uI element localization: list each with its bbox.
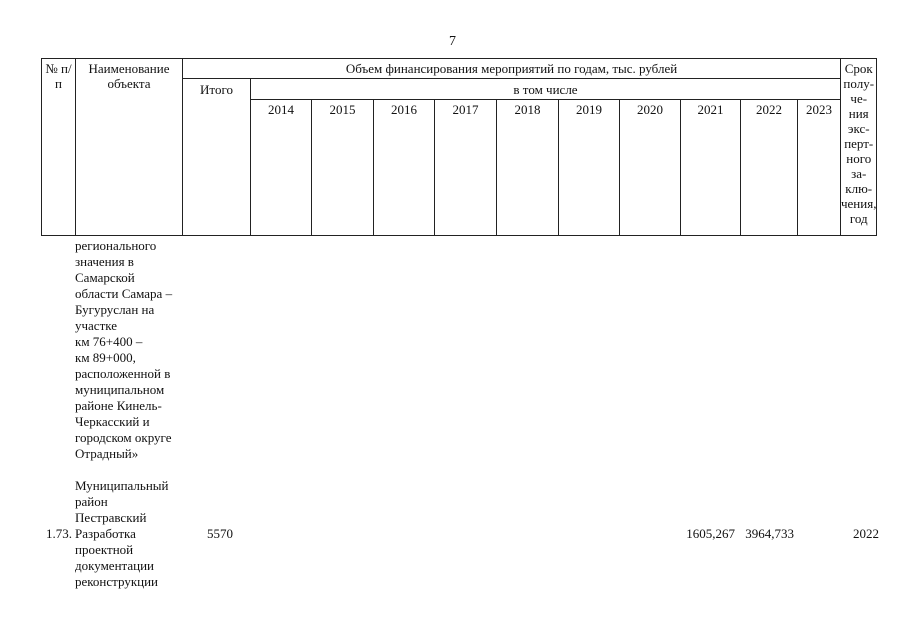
header-including: в том числе — [251, 79, 841, 100]
text-line: участке — [75, 318, 118, 333]
year-header-2023: 2023 — [798, 100, 841, 236]
text-line: Разработка — [75, 526, 136, 541]
text-line: Самарской — [75, 270, 135, 285]
text-line: значения в — [75, 254, 134, 269]
header-term — [841, 59, 877, 236]
row-number: 1.73. — [46, 526, 72, 541]
year-header-2016: 2016 — [374, 100, 435, 236]
text-line: расположенной в — [75, 366, 171, 381]
term-line: че- — [850, 91, 868, 106]
year-header-2022: 2022 — [741, 100, 798, 236]
term-line: за- — [851, 166, 867, 181]
text-line: км 76+400 – — [75, 334, 143, 349]
term-line: перт- — [844, 136, 874, 151]
text-line: Муниципальный — [75, 478, 169, 493]
text-line: реконструкции — [75, 574, 159, 589]
year-header-2020: 2020 — [620, 100, 681, 236]
text-line: Бугуруслан на — [75, 302, 155, 317]
term-line: клю- — [845, 181, 873, 196]
text-line: городском округе — [75, 430, 172, 445]
year-header-2018: 2018 — [497, 100, 559, 236]
text-line: регионального — [75, 238, 157, 253]
header-table — [41, 58, 877, 236]
text-line: документации — [75, 558, 155, 573]
term-line: ного — [846, 151, 872, 166]
row-2022: 3964,733 — [745, 526, 794, 541]
text-line: области Самара – — [75, 286, 173, 301]
text-line: районе Кинель- — [75, 398, 162, 413]
text-line: Черкасский и — [75, 414, 150, 429]
page-number: 7 — [449, 34, 456, 49]
text-line: муниципальном — [75, 382, 165, 397]
year-header-2019: 2019 — [559, 100, 620, 236]
term-line: полу- — [843, 76, 875, 91]
row-total: 5570 — [207, 526, 233, 541]
term-line: экс- — [847, 121, 870, 136]
row-2021: 1605,267 — [686, 526, 735, 541]
text-line: Отрадный» — [75, 446, 139, 461]
section-title — [75, 478, 195, 526]
header-total: Итого — [183, 79, 251, 236]
continued-name-text — [75, 238, 195, 462]
text-line: проектной — [75, 542, 134, 557]
term-line: чения, — [841, 196, 877, 211]
text-line: Пестравский — [75, 510, 147, 525]
term-line: Срок — [844, 61, 873, 76]
year-header-2014: 2014 — [251, 100, 312, 236]
term-line: ния — [848, 106, 869, 121]
row-term: 2022 — [853, 526, 879, 541]
text-line: км 89+000, — [75, 350, 136, 365]
term-line: год — [849, 211, 868, 226]
text-line: район — [75, 494, 108, 509]
term-lines — [841, 61, 876, 226]
row-name — [75, 526, 195, 590]
year-header-2017: 2017 — [435, 100, 497, 236]
header-name: Наименование объекта — [76, 59, 183, 236]
year-header-2021: 2021 — [681, 100, 741, 236]
year-header-2015: 2015 — [312, 100, 374, 236]
header-volume: Объем финансирования мероприятий по годам, тыс. рублей — [183, 59, 841, 79]
header-num: № п/п — [42, 59, 76, 236]
